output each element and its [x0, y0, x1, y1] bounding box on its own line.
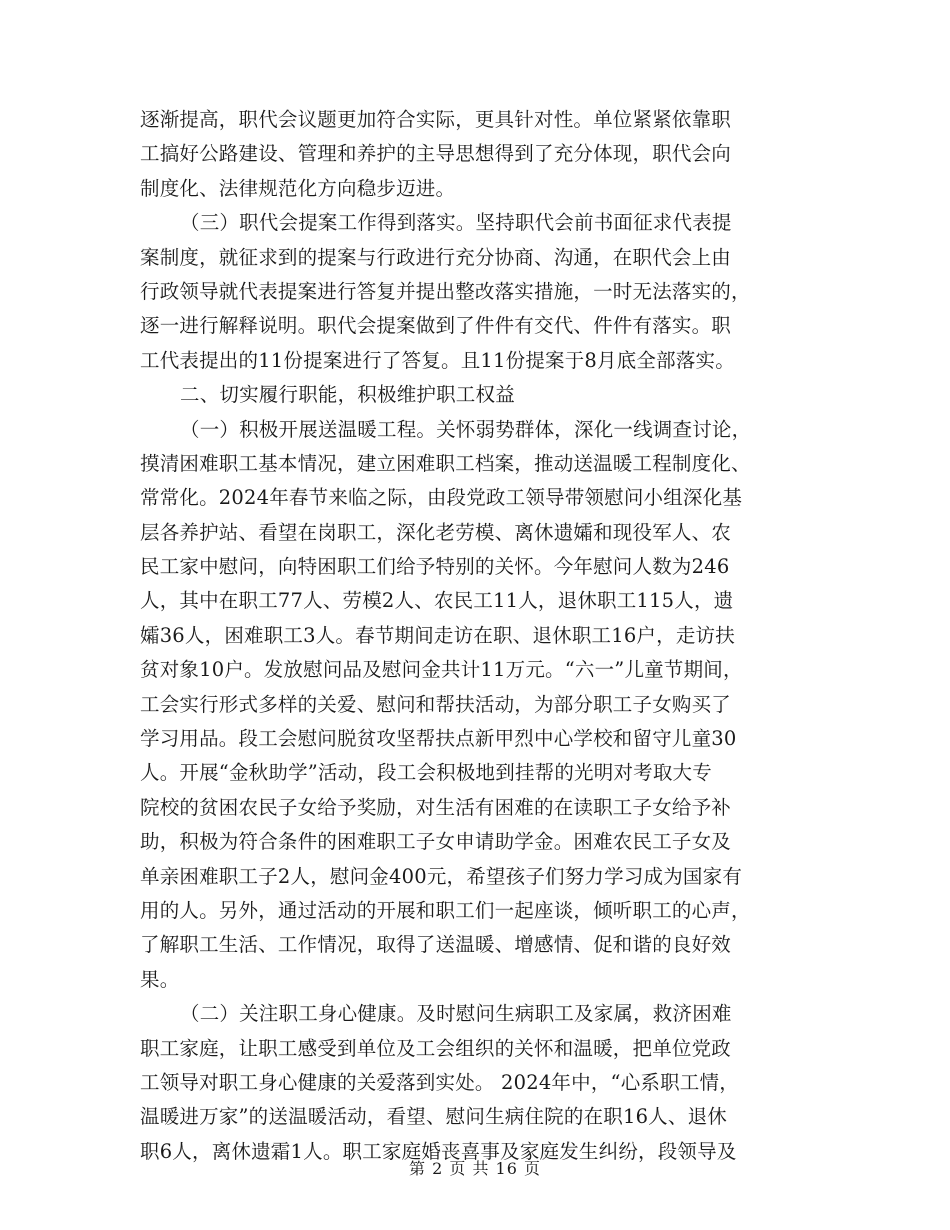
section-heading: 二、切实履行职能，积极维护职工权益	[180, 383, 515, 407]
text-line: 职工家庭，让职工感受到单位及工会组织的关怀和温暖，把单位党政	[140, 1036, 732, 1060]
text-line: 逐一进行解释说明。职代会提案做到了件件有交代、件件有落实。职	[140, 314, 732, 338]
text-line: 助，积极为符合条件的困难职工子女申请助学金。困难农民工子女及	[140, 830, 732, 854]
text-line: 摸清困难职工基本情况，建立困难职工档案，推动送温暖工程制度化、	[140, 451, 751, 475]
text-line: 逐渐提高，职代会议题更加符合实际，更具针对性。单位紧紧依靠职	[140, 108, 732, 131]
text-line: 院校的贫困农民子女给予奖励，对生活有困难的在读职工子女给予补	[140, 795, 732, 819]
paragraph-start-line: （二）关注职工身心健康。及时慰问生病职工及家属，救济困难	[180, 1002, 732, 1026]
document-body	[140, 103, 830, 1169]
paragraph-start-line: （一）积极开展送温暖工程。关怀弱势群体，深化一线调查讨论，	[180, 417, 752, 441]
text-line: 常常化。2024年春节来临之际，由段党政工领导带领慰问小组深化基	[140, 486, 743, 510]
text-line: 工搞好公路建设、管理和养护的主导思想得到了充分体现，职代会向	[140, 142, 732, 166]
text-line: 孀36人，困难职工3人。春节期间走访在职、退休职工16户，走访扶	[140, 623, 735, 647]
text-line: 层各养护站、看望在岗职工，深化老劳模、离休遗孀和现役军人、农	[140, 520, 732, 544]
text-line: 民工家中慰问，向特困职工们给予特别的关怀。今年慰问人数为246	[140, 555, 730, 579]
page-number-footer: 第 2 页 共 16 页	[409, 1159, 541, 1178]
text-line: 果。	[140, 967, 180, 991]
text-line: 工会实行形式多样的关爱、慰问和帮扶活动，为部分职工子女购买了	[140, 692, 732, 716]
text-line: 用的人。另外，通过活动的开展和职工们一起座谈，倾听职工的心声，	[140, 898, 751, 922]
text-line: 案制度，就征求到的提案与行政进行充分协商、沟通，在职代会上由	[140, 245, 732, 269]
text-line: 学习用品。段工会慰问脱贫攻坚帮扶点新甲烈中心学校和留守儿童30	[140, 727, 737, 751]
text-line: 工领导对职工身心健康的关爱落到实处。 2024年中，“心系职工情，	[140, 1070, 739, 1094]
text-line: 工代表提出的11份提案进行了答复。且11份提案于8月底全部落实。	[140, 348, 735, 372]
text-line: 人。开展“金秋助学”活动，段工会积极地到挂帮的光明对考取大专	[140, 761, 712, 785]
text-line: 制度化、法律规范化方向稳步迈进。	[140, 176, 456, 200]
paragraph-start-line: （三）职代会提案工作得到落实。坚持职代会前书面征求代表提	[180, 211, 732, 235]
text-line: 单亲困难职工子2人，慰问金400元，希望孩子们努力学习成为国家有	[140, 864, 743, 888]
text-line: 了解职工生活、工作情况，取得了送温暖、增感情、促和谐的良好效	[140, 933, 732, 957]
text-line: 人，其中在职工77人、劳模2人、农民工11人，退休职工115人，遗	[140, 589, 734, 613]
text-line: 温暖进万家”的送温暖活动，看望、慰问生病住院的在职16人、退休	[140, 1105, 727, 1129]
text-line: 行政领导就代表提案进行答复并提出整改落实措施，一时无法落实的，	[140, 279, 751, 303]
text-line: 贫对象10户。发放慰问品及慰问金共计11万元。“六一”儿童节期间，	[140, 658, 743, 682]
text-line: 职6人，离休遗霜1人。职工家庭婚丧喜事及家庭发生纠纷，段领导及	[140, 1139, 737, 1163]
